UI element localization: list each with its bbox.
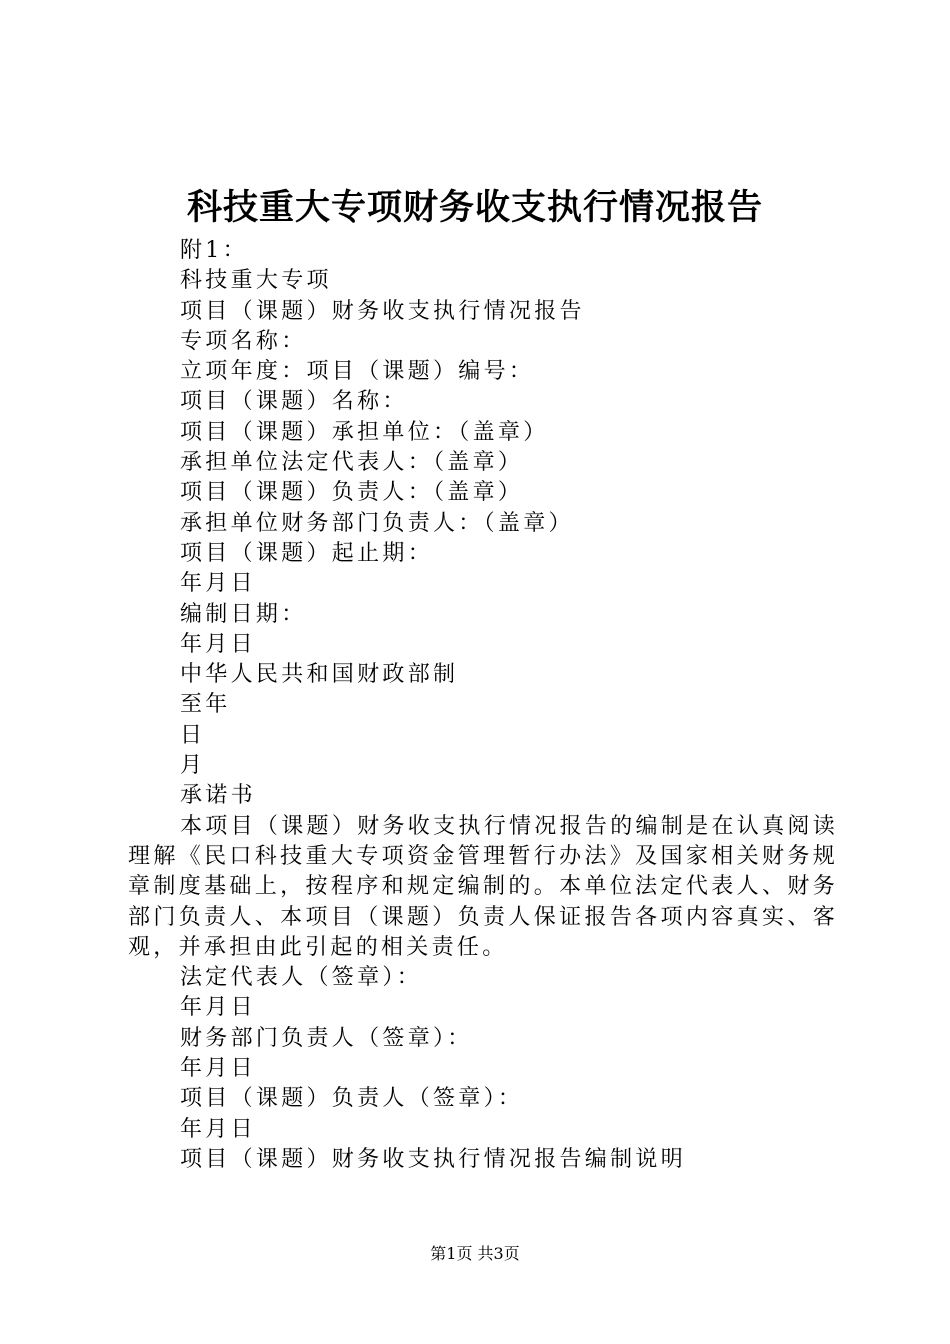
text-line-to-year: 至年 xyxy=(180,692,231,718)
text-line-leader-signature: 项目（课题）负责人（签章）： xyxy=(180,1086,524,1112)
text-line-topic-name: 项目（课题）名称： xyxy=(180,389,408,415)
text-line-year-and-number: 立项年度：项目（课题）编号： xyxy=(180,359,535,385)
text-line-project-leader: 项目（课题）负责人：（盖章） xyxy=(180,480,524,506)
text-line-attachment: 附1： xyxy=(180,238,248,263)
text-line-legal-representative: 承担单位法定代表人：（盖章） xyxy=(180,450,524,476)
document-title: 科技重大专项财务收支执行情况报告 xyxy=(186,187,763,228)
page-footer: 第1页 共3页 xyxy=(430,1244,520,1263)
text-line-undertaking-unit: 项目（课题）承担单位：（盖章） xyxy=(180,419,549,445)
text-line-day: 日 xyxy=(180,722,206,748)
text-line-date: 年月日 xyxy=(180,1056,256,1082)
text-line-compile-date: 编制日期： xyxy=(180,601,307,627)
text-line-date: 年月日 xyxy=(180,571,256,597)
text-line-report-name: 项目（课题）财务收支执行情况报告 xyxy=(180,298,585,324)
text-line-date: 年月日 xyxy=(180,1116,256,1142)
text-line-instructions-heading: 项目（课题）财务收支执行情况报告编制说明 xyxy=(180,1146,687,1172)
document-body xyxy=(128,236,838,1175)
text-line-period: 项目（课题）起止期： xyxy=(180,540,434,566)
text-line-project-name: 专项名称： xyxy=(180,328,307,354)
commitment-paragraph: 本项目（课题）财务收支执行情况报告的编制是在认真阅读理解《民口科技重大专项资金管理暂行办法》及国家相关财务规章制度基础上，按程序和规定编制的。本单位法定代表人、财务部门负责人、本项目（课题）负责人保证报告各项内容真实、客观，并承担由此引起的相关责任。 xyxy=(128,813,838,960)
text-line-commitment-heading: 承诺书 xyxy=(180,783,256,809)
text-line-date: 年月日 xyxy=(180,995,256,1021)
text-line-legal-signature: 法定代表人（签章）： xyxy=(180,965,423,991)
text-line-month: 月 xyxy=(180,753,206,779)
text-line-ministry: 中华人民共和国财政部制 xyxy=(180,662,459,688)
text-line-finance-signature: 财务部门负责人（签章）： xyxy=(180,1025,473,1051)
text-line-finance-head: 承担单位财务部门负责人：（盖章） xyxy=(180,510,574,536)
text-line-major-project: 科技重大专项 xyxy=(180,268,332,294)
text-line-date: 年月日 xyxy=(180,631,256,657)
